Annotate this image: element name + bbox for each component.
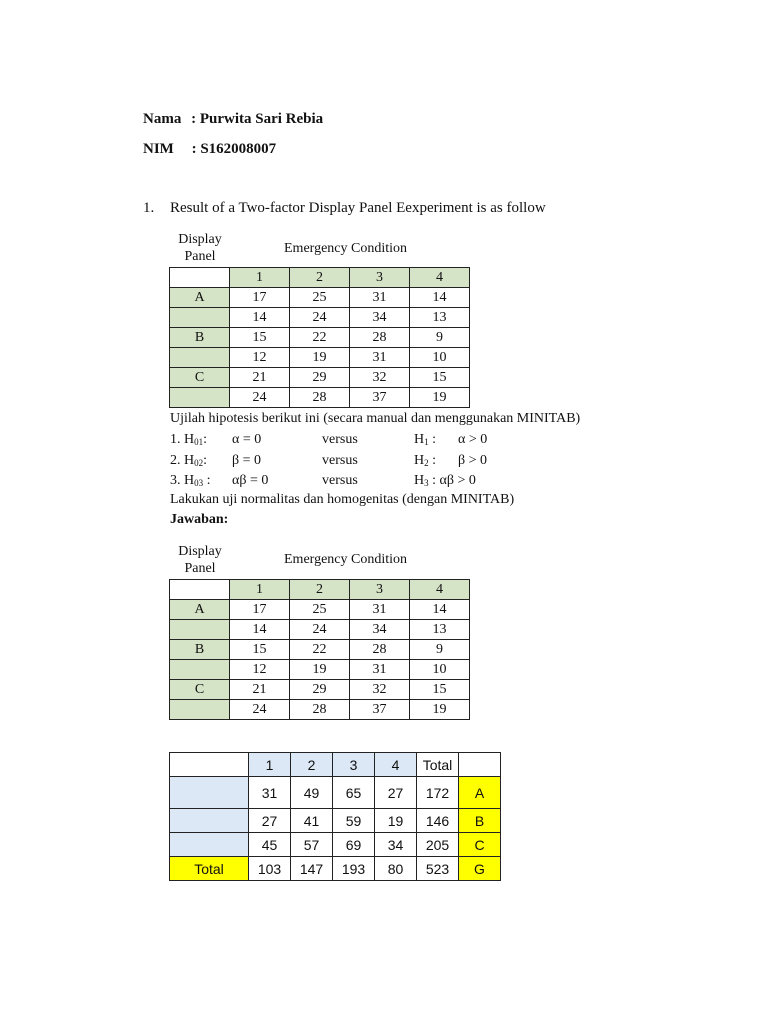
table-cell: 9 (410, 328, 470, 348)
table-row (170, 388, 470, 408)
table-row (170, 660, 470, 680)
row-label (170, 777, 249, 809)
table-cell: 15 (230, 328, 290, 348)
table-cell: 45 (249, 833, 291, 857)
table-row (170, 348, 470, 368)
table-row (170, 777, 501, 809)
table-row (170, 368, 470, 388)
table-cell: 146 (417, 809, 459, 833)
hyp-versus: versus (322, 453, 358, 468)
column-header: 4 (410, 580, 470, 600)
row-tag: G (459, 857, 501, 881)
hyp-param: β = 0 (232, 453, 262, 468)
nim-value: S162008007 (200, 141, 277, 157)
table-cell: 523 (417, 857, 459, 881)
row-header-line-2: Panel (184, 561, 216, 576)
row-header-label-2 (170, 543, 230, 577)
row-label (170, 700, 230, 720)
table-cell: 14 (410, 288, 470, 308)
table-row (170, 600, 470, 620)
table-row (170, 308, 470, 328)
row-label: B (170, 328, 230, 348)
table-cell: 28 (350, 640, 410, 660)
hyp-colon: : (203, 453, 208, 468)
nim-line (143, 141, 276, 158)
instruction-text: Ujilah hipotesis berikut ini (secara manual dan menggunakan MINITAB) (170, 411, 581, 426)
table-cell: 19 (290, 660, 350, 680)
hyp-colon: : (206, 473, 211, 488)
totals-table (169, 752, 501, 881)
row-header-line-1: Display (178, 544, 222, 559)
table-cell: 31 (350, 348, 410, 368)
table-row (170, 700, 470, 720)
column-header: 2 (291, 753, 333, 777)
hypothesis-1 (170, 432, 207, 448)
hyp-num: 3. H (170, 473, 195, 488)
row-label: Total (170, 857, 249, 881)
column-header: 2 (290, 268, 350, 288)
column-header: 4 (410, 268, 470, 288)
table-cell: 29 (290, 368, 350, 388)
table-row (170, 680, 470, 700)
corner-cell (170, 268, 230, 288)
table-cell: 25 (290, 288, 350, 308)
hyp-alt (414, 453, 436, 469)
row-header-line-2: Panel (184, 249, 216, 264)
table-row (170, 620, 470, 640)
data-table-2 (169, 579, 470, 720)
hyp-num: 1. H (170, 432, 195, 447)
row-label (170, 388, 230, 408)
table-cell: 15 (410, 680, 470, 700)
hyp-alt-param: β > 0 (458, 453, 488, 468)
table-cell: 24 (290, 308, 350, 328)
table-row (170, 288, 470, 308)
table-cell: 193 (333, 857, 375, 881)
name-label: Nama (143, 111, 182, 127)
table-cell: 28 (290, 388, 350, 408)
table-cell: 34 (375, 833, 417, 857)
table-cell: 24 (230, 700, 290, 720)
row-label (170, 620, 230, 640)
table-cell: 15 (410, 368, 470, 388)
table-cell: 34 (350, 308, 410, 328)
table-cell: 31 (350, 600, 410, 620)
table-cell: 15 (230, 640, 290, 660)
row-tag: A (459, 777, 501, 809)
row-label (170, 348, 230, 368)
table-cell: 22 (290, 640, 350, 660)
table-cell: 19 (410, 388, 470, 408)
table-cell: 103 (249, 857, 291, 881)
table-cell: 12 (230, 660, 290, 680)
table-row (170, 809, 501, 833)
hyp-alt-param: α > 0 (458, 432, 488, 447)
table-cell: 12 (230, 348, 290, 368)
row-header-label (170, 231, 230, 265)
column-header: 1 (230, 268, 290, 288)
row-label (170, 833, 249, 857)
table-cell: 17 (230, 600, 290, 620)
row-label (170, 660, 230, 680)
hyp-param: α = 0 (232, 432, 262, 447)
column-header: 3 (350, 268, 410, 288)
table-cell: 10 (410, 660, 470, 680)
table-cell: 21 (230, 680, 290, 700)
table-cell: 65 (333, 777, 375, 809)
table-cell: 32 (350, 368, 410, 388)
table-cell: 25 (290, 600, 350, 620)
question-number: 1. (143, 200, 155, 216)
col-header-label: Emergency Condition (284, 241, 407, 256)
row-label: C (170, 680, 230, 700)
table-cell: 37 (350, 388, 410, 408)
table-cell: 27 (249, 809, 291, 833)
alt-colon: : (432, 453, 437, 468)
table-cell: 24 (290, 620, 350, 640)
table-cell: 13 (410, 620, 470, 640)
totals-header-row (170, 753, 501, 777)
row-label: B (170, 640, 230, 660)
empty-cell (459, 753, 501, 777)
hyp-num: 2. H (170, 453, 195, 468)
column-header: 3 (333, 753, 375, 777)
table-cell: 57 (291, 833, 333, 857)
table-row (170, 328, 470, 348)
table-cell: 29 (290, 680, 350, 700)
alt-sub: 2 (424, 458, 429, 468)
alt-h: H (414, 453, 425, 468)
table-cell: 31 (350, 660, 410, 680)
corner-cell (170, 580, 230, 600)
corner-cell (170, 753, 249, 777)
table-cell: 28 (290, 700, 350, 720)
alt-colon: : (432, 473, 437, 488)
table-cell: 34 (350, 620, 410, 640)
table-cell: 69 (333, 833, 375, 857)
hyp-sub: 01 (194, 437, 204, 447)
table-cell: 14 (410, 600, 470, 620)
table-cell: 27 (375, 777, 417, 809)
row-tag: C (459, 833, 501, 857)
table-cell: 14 (230, 308, 290, 328)
alt-colon: : (432, 432, 437, 447)
hyp-sub: 02 (194, 458, 204, 468)
row-label: C (170, 368, 230, 388)
table-cell: 172 (417, 777, 459, 809)
col-header-label-2: Emergency Condition (284, 552, 407, 567)
row-label (170, 809, 249, 833)
answer-label: Jawaban: (170, 512, 229, 527)
table-cell: 32 (350, 680, 410, 700)
question-text: Result of a Two-factor Display Panel Eexperiment is as follow (170, 200, 546, 216)
column-header: 1 (230, 580, 290, 600)
table-cell: 9 (410, 640, 470, 660)
table-header-row (170, 268, 470, 288)
row-header-line-1: Display (178, 232, 222, 247)
row-label: A (170, 288, 230, 308)
table-cell: 21 (230, 368, 290, 388)
table-cell: 31 (350, 288, 410, 308)
table-cell: 22 (290, 328, 350, 348)
table-cell: 19 (375, 809, 417, 833)
alt-h: H (414, 473, 425, 488)
table-row (170, 833, 501, 857)
column-header: 2 (290, 580, 350, 600)
hyp-param: αβ = 0 (232, 473, 269, 488)
table-row (170, 640, 470, 660)
data-table-1 (169, 267, 470, 408)
table-cell: 49 (291, 777, 333, 809)
alt-sub: 1 (424, 437, 429, 447)
row-label: A (170, 600, 230, 620)
column-header: 1 (249, 753, 291, 777)
table-cell: 80 (375, 857, 417, 881)
row-tag: B (459, 809, 501, 833)
alt-h: H (414, 432, 425, 447)
normality-text: Lakukan uji normalitas dan homogenitas (dengan MINITAB) (170, 492, 515, 507)
table-cell: 147 (291, 857, 333, 881)
hyp-alt (414, 473, 476, 489)
name-value: Purwita Sari Rebia (199, 111, 324, 127)
hyp-colon: : (203, 432, 208, 447)
table-cell: 10 (410, 348, 470, 368)
name-line (143, 111, 323, 128)
row-label (170, 308, 230, 328)
hyp-alt (414, 432, 436, 448)
table-cell: 37 (350, 700, 410, 720)
table-cell: 24 (230, 388, 290, 408)
name-sep: : (191, 111, 197, 127)
alt-param: αβ > 0 (439, 473, 476, 488)
table-cell: 13 (410, 308, 470, 328)
column-header: 4 (375, 753, 417, 777)
hyp-sub: 03 (194, 478, 204, 488)
alt-sub: 3 (424, 478, 429, 488)
table-cell: 205 (417, 833, 459, 857)
table-cell: 14 (230, 620, 290, 640)
table-cell: 59 (333, 809, 375, 833)
nim-label: NIM (143, 141, 174, 157)
table-cell: 19 (290, 348, 350, 368)
totals-row (170, 857, 501, 881)
nim-sep: : (191, 141, 197, 157)
hypothesis-3 (170, 473, 211, 489)
table-cell: 41 (291, 809, 333, 833)
table-cell: 17 (230, 288, 290, 308)
column-header: Total (417, 753, 459, 777)
table-header-row (170, 580, 470, 600)
hypothesis-2 (170, 453, 207, 469)
table-cell: 28 (350, 328, 410, 348)
column-header: 3 (350, 580, 410, 600)
table-cell: 19 (410, 700, 470, 720)
hyp-versus: versus (322, 473, 358, 488)
hyp-versus: versus (322, 432, 358, 447)
table-cell: 31 (249, 777, 291, 809)
